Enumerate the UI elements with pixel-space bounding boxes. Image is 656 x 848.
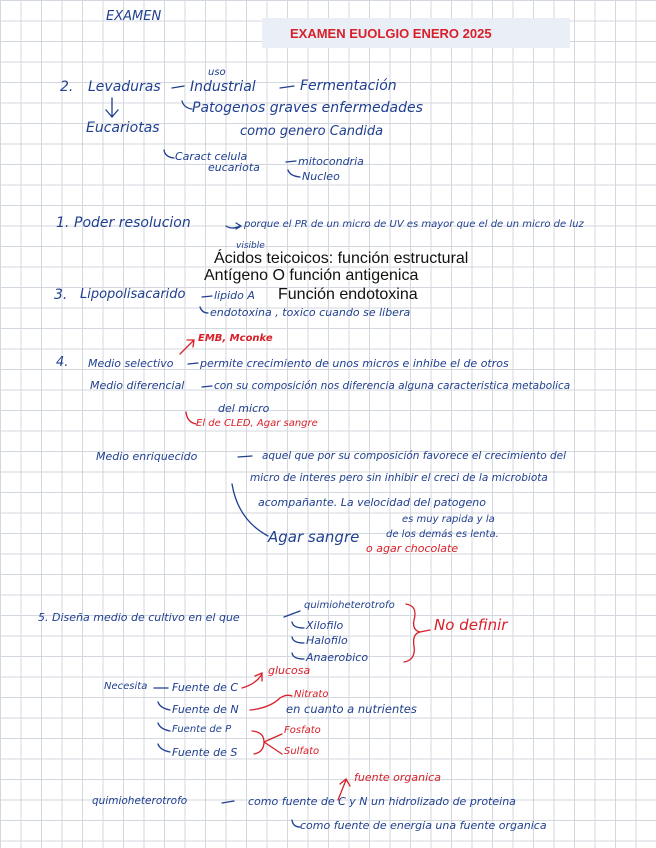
- q2-levaduras: Levaduras: [88, 79, 161, 95]
- q2-eucariotas: Eucariotas: [86, 120, 160, 136]
- q2-fermentacion: Fermentación: [300, 78, 397, 94]
- q5-hook-2: [292, 622, 304, 628]
- q4-enriquecido-def-3: acompañante. La velocidad del patogeno: [258, 496, 486, 509]
- q2-mitocondria: mitocondria: [298, 155, 364, 168]
- q5-red-arrow-organica: [338, 779, 350, 800]
- q5-red-fosfato: Fosfato: [284, 725, 321, 736]
- q5-type-1: quimioheterotrofo: [304, 600, 395, 611]
- q4-dash-sel: [188, 363, 198, 364]
- q5-red-arrow-glucosa: [242, 673, 262, 688]
- q2-caract-2: eucariota: [208, 161, 260, 174]
- q5-red-arrow-definir: [420, 630, 430, 632]
- q4-red-examples: EMB, Mconke: [198, 333, 273, 344]
- q5-hook-n: [158, 702, 170, 710]
- q2-hook-patogenos: [182, 101, 192, 109]
- q3-antigeno: Antígeno O función antigenica: [204, 267, 419, 284]
- q5-source-c: Fuente de C: [172, 681, 239, 694]
- q5-hook-p: [158, 723, 170, 731]
- q1-term: Poder resolucion: [74, 215, 191, 231]
- q5-source-n: Fuente de N: [172, 703, 239, 716]
- q3-term: Lipopolisacarido: [80, 287, 186, 302]
- page-title: EXAMEN EUOLGIO ENERO 2025: [290, 26, 492, 41]
- q5-type-3: Halofilo: [306, 634, 348, 647]
- q5-prompt: 5. Diseña medio de cultivo en el que: [38, 611, 240, 624]
- q5-energia: como fuente de energia una fuente organica: [300, 819, 547, 832]
- q2-candida: como genero Candida: [240, 124, 384, 139]
- q1-visible: visible: [236, 241, 265, 251]
- q3-number: 3.: [54, 287, 68, 303]
- q5-red-sulfato: Sulfato: [284, 746, 320, 757]
- q3-hook: [200, 307, 208, 313]
- q4-agar-chocolate: o agar chocolate: [366, 542, 459, 555]
- q4-red-arrow-emb: [180, 340, 194, 354]
- q5-hook-s: [158, 744, 170, 752]
- q2-industrial: Industrial: [190, 79, 256, 95]
- q4-number: 4.: [56, 355, 69, 370]
- q2-uso-note: uso: [208, 67, 226, 78]
- q4-dash-dif: [202, 386, 212, 387]
- q4-diferencial: Medio diferencial: [90, 379, 185, 392]
- q5-fuente-c-n: como fuente de C y N un hidrolizado de proteina: [248, 795, 516, 808]
- q4-enriquecido-def-1: aquel que por su composición favorece el crecimiento del: [262, 450, 567, 462]
- q5-dash-quimio: [222, 801, 234, 803]
- q5-hook-3: [292, 637, 304, 643]
- q4-enriquecido-def-2: micro de interes pero sin inhibir el creci de la microbiota: [250, 472, 548, 484]
- q4-enriquecido-def-5: de los demás es lenta.: [386, 529, 499, 540]
- q5-red-bracket-ps: [252, 731, 282, 754]
- q5-red-nitrato: Nitrato: [294, 689, 329, 700]
- q1-arrow: [226, 223, 241, 229]
- q2-number: 2.: [60, 79, 74, 95]
- q2-dash-mito: [286, 161, 296, 162]
- q5-nutrientes: en cuanto a nutrientes: [286, 702, 417, 716]
- q5-type-4: Anaerobico: [306, 651, 369, 664]
- q4-enriquecido-def-4: es muy rapida y la: [402, 514, 495, 525]
- q5-red-glucosa: glucosa: [268, 664, 311, 677]
- corner-label: EXAMEN: [106, 9, 162, 24]
- q5-red-arrow-nitrato: [250, 695, 292, 710]
- q4-selectivo: Medio selectivo: [88, 357, 174, 370]
- q2-nucleo: Nucleo: [302, 170, 340, 183]
- q5-red-bracket: [404, 604, 420, 662]
- q5-dash-prompt: [284, 611, 300, 617]
- q5-type-2: Xilofilo: [306, 619, 344, 632]
- q2-patogenos: Patogenos graves enfermedades: [192, 100, 423, 116]
- q2-hook-caract: [164, 150, 174, 158]
- q5-source-p: Fuente de P: [172, 724, 232, 735]
- q4-selectivo-def: permite crecimiento de unos micros e inhibe el de otros: [200, 357, 509, 370]
- q5-quimio-line: quimioheterotrofo: [92, 795, 188, 807]
- q4-curve-agar: [232, 484, 268, 536]
- q4-dash-enr: [238, 456, 252, 457]
- q5-necesita: Necesita: [104, 681, 148, 692]
- q2-down-arrow: [106, 98, 118, 117]
- q4-diferencial-def-2: del micro: [218, 402, 270, 415]
- q4-agar-sangre: Agar sangre: [268, 528, 360, 546]
- q3-lipido: lipido A: [214, 289, 255, 302]
- q3-endotoxina-note: endotoxina , toxico cuando se libera: [210, 306, 411, 319]
- q5-hook-4: [292, 653, 304, 659]
- q1-explanation: porque el PR de un micro de UV es mayor que el de un micro de luz: [244, 219, 584, 230]
- q2-hook-nucleo: [288, 170, 300, 177]
- q5-hook-energia: [292, 820, 300, 827]
- q4-red-diferencial: El de CLED, Agar sangre: [196, 418, 318, 429]
- q4-diferencial-def-1: con su composición nos diferencia alguna caracteristica metabolica: [214, 380, 571, 392]
- q5-red-fuente-organica: fuente organica: [354, 771, 441, 784]
- q3-endotoxina-fn: Función endotoxina: [278, 286, 418, 303]
- q5-source-s: Fuente de S: [172, 746, 238, 759]
- q4-enriquecido: Medio enriquecido: [96, 450, 198, 463]
- q2-dash-1: [172, 86, 184, 88]
- q4-red-hook-cled: [186, 412, 196, 424]
- q2-caract-1: Caract celula: [175, 150, 248, 163]
- q5-red-definir: No definir: [434, 616, 508, 634]
- q2-dash-2: [280, 86, 294, 88]
- q1-number: 1.: [56, 215, 70, 231]
- q3-dash: [202, 296, 212, 297]
- q3-teicoicos: Ácidos teicoicos: función estructural: [214, 250, 469, 267]
